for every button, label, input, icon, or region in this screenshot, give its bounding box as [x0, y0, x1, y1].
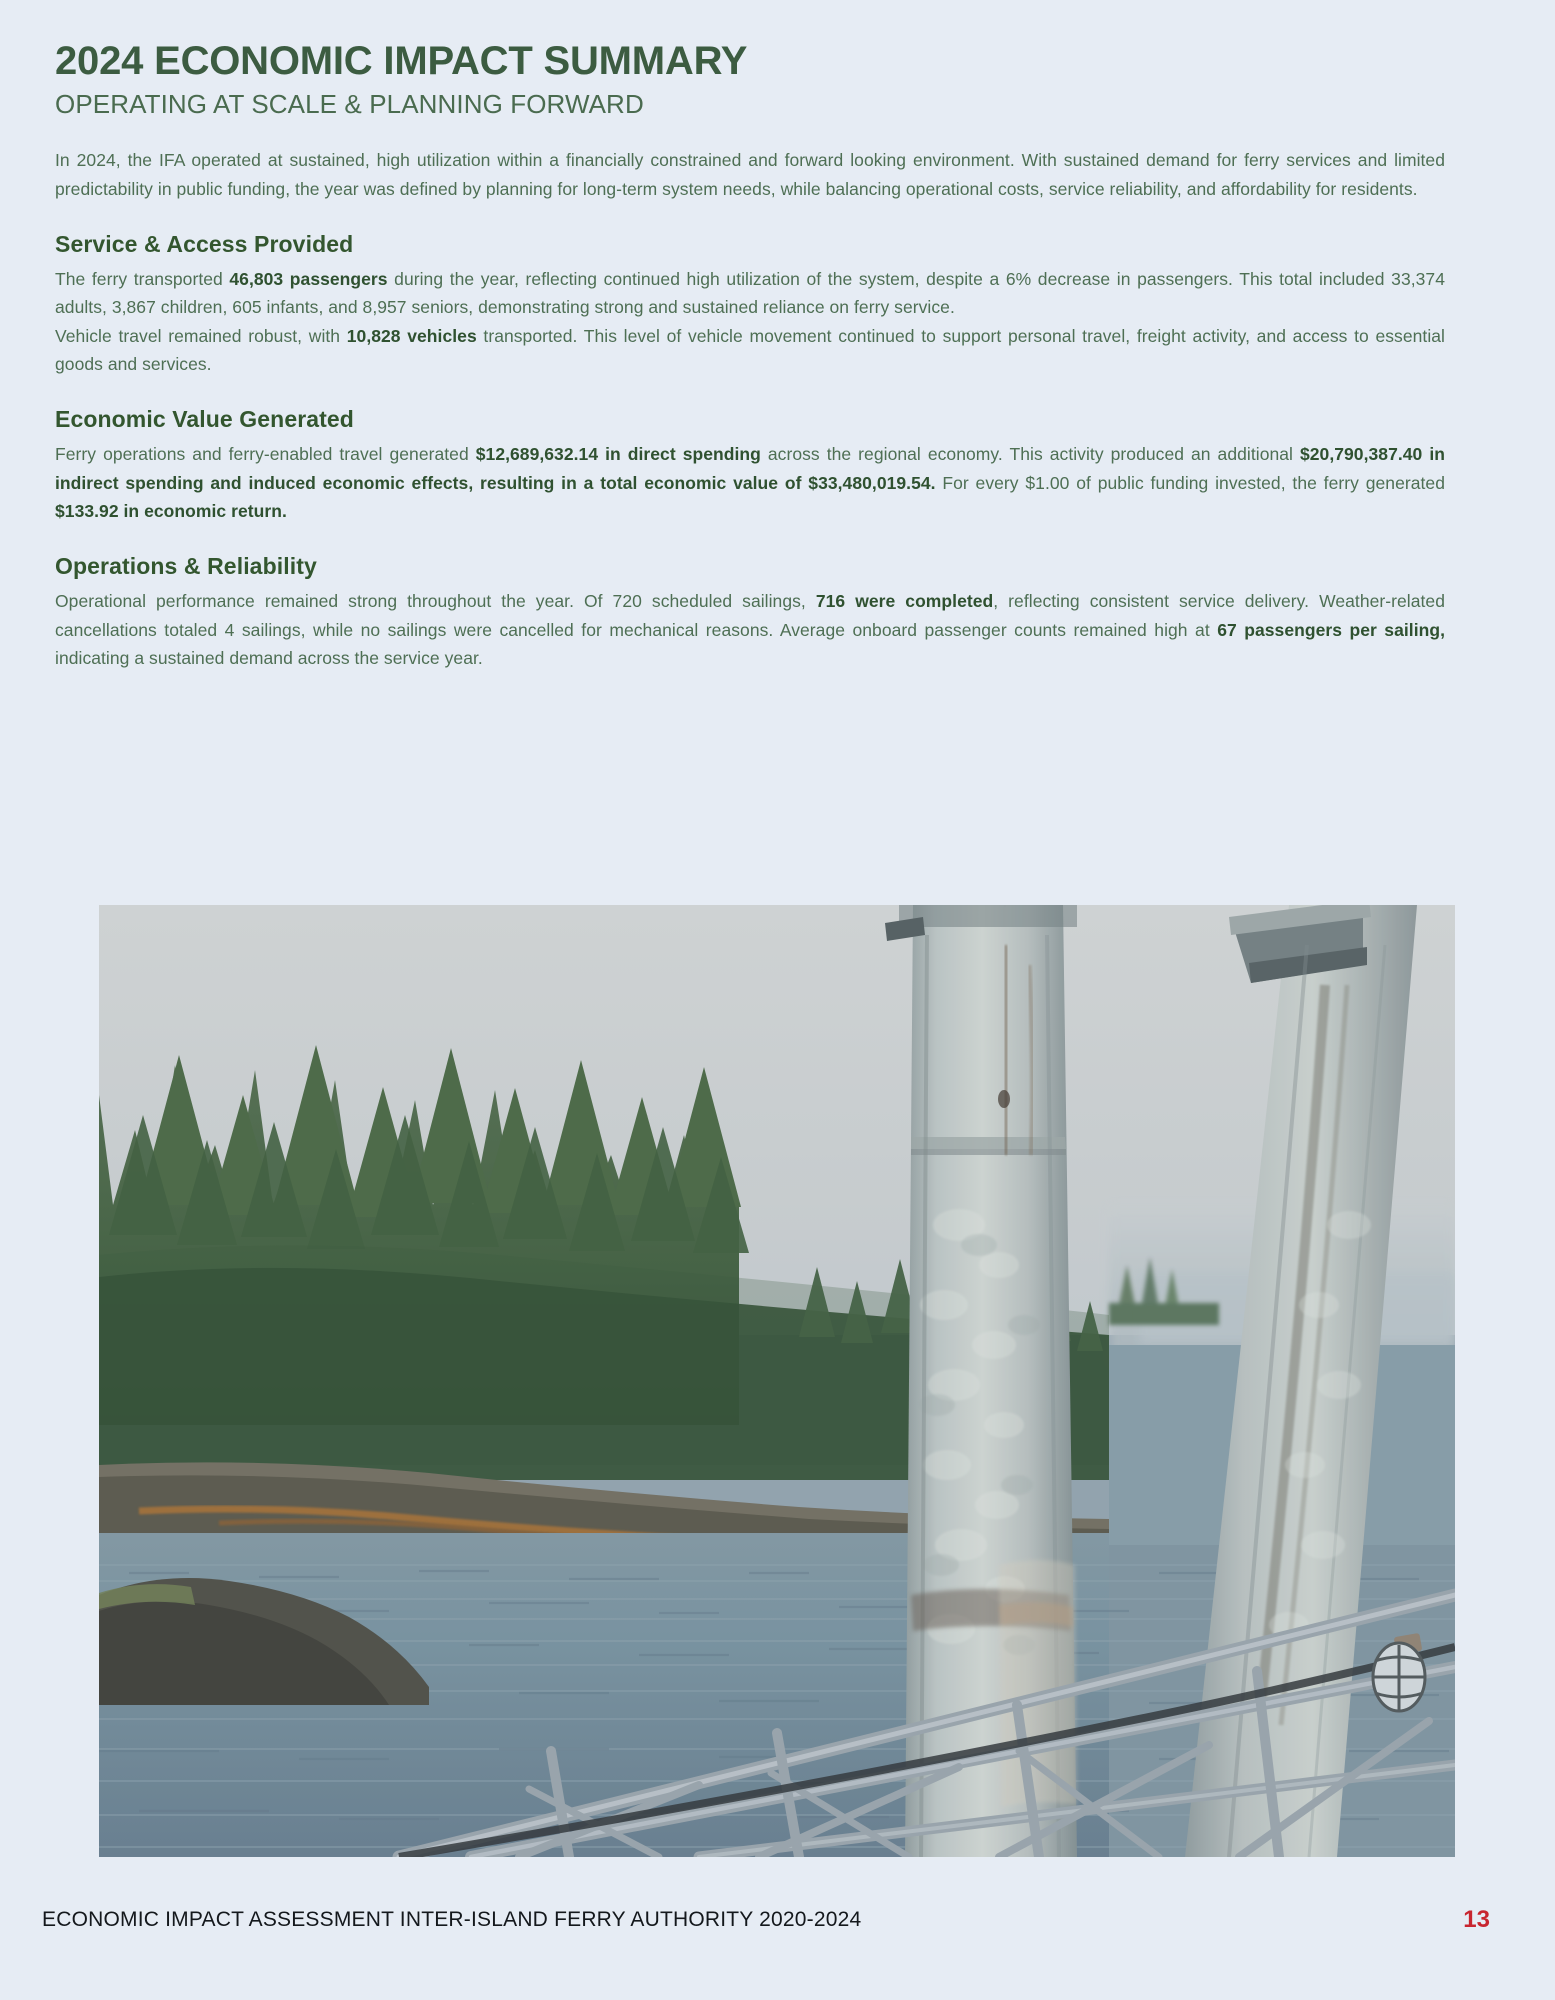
footer-title: ECONOMIC IMPACT ASSESSMENT INTER-ISLAND FERRY AUTHORITY 2020-2024	[42, 1908, 862, 1931]
document-content	[55, 38, 1445, 673]
page-title: 2024 ECONOMIC IMPACT SUMMARY	[55, 39, 748, 83]
section-heading: Economic Value Generated	[55, 406, 354, 433]
page-subtitle: OPERATING AT SCALE & PLANNING FORWARD	[55, 89, 644, 120]
section-heading: Service & Access Provided	[55, 231, 354, 258]
section-operations-reliability	[55, 553, 1445, 672]
paragraph: Vehicle travel remained robust, with 10,828 vehicles transported. This level of vehicle movement continued to support personal travel, freight activity, and access to essential goods and services.	[55, 325, 1445, 375]
section-service-access	[55, 231, 1445, 378]
intro-paragraph: In 2024, the IFA operated at sustained, high utilization within a financially constrained and forward looking environment. With sustained demand for ferry services and limited predictability in public funding, the year was defined by planning for long-term system needs, while balancing operational costs, service reliability, and affordability for residents.	[55, 150, 1445, 199]
section-economic-value	[55, 406, 1445, 525]
page-footer	[0, 1880, 1555, 2000]
section-heading: Operations & Reliability	[55, 553, 317, 580]
paragraph: The ferry transported 46,803 passengers during the year, reflecting continued high utilization of the system, despite a 6% decrease in passengers. This total included 33,374 adults, 3,867 children, 605 infants, and 8,957 seniors, demonstrating strong and sustained reliance on ferry service.	[55, 269, 1445, 318]
page-number: 13	[1463, 1906, 1490, 1933]
paragraph: Ferry operations and ferry-enabled travel generated $12,689,632.14 in direct spending across the regional economy. This activity produced an additional $20,790,387.40 in indirect spending and induced economic effects, resulting in a total economic value of $33,480,019.54. For every $1.00 of public funding invested, the ferry generated $133.92 in economic return.	[55, 444, 1445, 522]
paragraph: Operational performance remained strong throughout the year. Of 720 scheduled sailings, 716 were completed, reflecting consistent service delivery. Weather-related cancellations totaled 4 sailings, while no sailings were cancelled for mechanical reasons. Average onboard passenger counts remained high at 67 passengers per sailing, indicating a sustained demand across the service year.	[55, 591, 1446, 669]
feature-photo	[99, 905, 1455, 1857]
photo-illustration	[99, 905, 1455, 1857]
